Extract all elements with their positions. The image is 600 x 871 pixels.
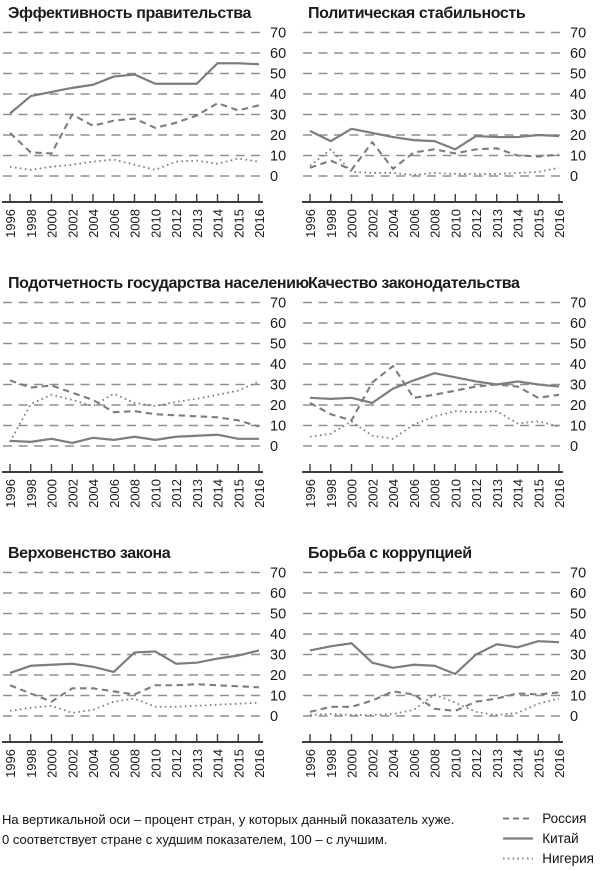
- y-tick-label: 70: [270, 565, 287, 582]
- x-tick-label: 1996: [303, 209, 318, 238]
- solid-line-swatch: [503, 836, 533, 841]
- y-tick-label: 10: [570, 418, 587, 435]
- y-tick-label: 50: [570, 66, 587, 83]
- x-tick-label: 1998: [23, 479, 39, 508]
- legend-label: Нигерия: [542, 851, 594, 866]
- x-tick-label: 2014: [510, 479, 526, 508]
- line-chart: [300, 294, 600, 514]
- x-tick-label: 2002: [365, 479, 381, 508]
- x-tick-label: 1996: [3, 749, 18, 778]
- y-tick-label: 30: [270, 107, 287, 124]
- y-tick-label: 50: [270, 66, 287, 83]
- chart-title: Подотчетность государства населению: [8, 275, 309, 292]
- y-tick-label: 40: [570, 87, 587, 103]
- chart-title: Политическая стабильность: [308, 5, 526, 22]
- series-line-solid: [310, 129, 559, 150]
- x-tick-label: 2016: [552, 209, 567, 238]
- series-line-dotted: [10, 159, 259, 170]
- chart-government-effectiveness: [0, 2, 300, 244]
- legend: [503, 810, 594, 866]
- y-tick-label: 30: [570, 647, 587, 664]
- x-tick-label: 2006: [106, 479, 122, 508]
- x-tick-label: 2000: [44, 209, 60, 238]
- y-tick-label: 0: [270, 709, 279, 725]
- chart-title: Качество законодательства: [308, 275, 520, 292]
- x-tick-label: 2016: [252, 209, 267, 238]
- x-tick-label: 2015: [531, 749, 547, 778]
- y-tick-label: 10: [570, 688, 587, 705]
- x-tick-label: 2013: [489, 209, 505, 238]
- y-tick-label: 20: [270, 668, 287, 684]
- chart-political-stability: [300, 2, 600, 244]
- x-tick-label: 2013: [489, 749, 505, 778]
- y-tick-label: 60: [270, 586, 287, 602]
- x-tick-label: 2008: [427, 209, 443, 238]
- x-tick-label: 2002: [65, 479, 81, 508]
- y-tick-label: 0: [270, 169, 279, 185]
- x-tick-label: 2006: [106, 749, 122, 778]
- x-tick-label: 1998: [323, 749, 339, 778]
- x-tick-label: 2002: [65, 749, 81, 778]
- x-tick-label: 2008: [427, 749, 443, 778]
- x-tick-label: 2010: [148, 749, 164, 778]
- y-tick-label: 10: [270, 688, 287, 705]
- y-tick-label: 40: [270, 357, 287, 373]
- legend-item-nigeria: [503, 851, 594, 866]
- series-line-solid: [10, 63, 259, 113]
- x-tick-label: 2010: [448, 209, 464, 238]
- x-tick-label: 2002: [65, 209, 81, 238]
- x-tick-label: 1998: [323, 209, 339, 238]
- x-tick-label: 1998: [23, 749, 39, 778]
- series-line-dotted: [310, 149, 559, 175]
- chart-title: Верховенство закона: [8, 545, 171, 562]
- x-tick-label: 2015: [531, 209, 547, 238]
- line-chart: [300, 24, 600, 244]
- chart-control-of-corruption: [300, 542, 600, 784]
- x-tick-label: 2000: [344, 479, 360, 508]
- line-chart: [0, 294, 300, 514]
- x-tick-label: 2000: [44, 749, 60, 778]
- x-tick-label: 2002: [365, 749, 381, 778]
- legend-label: Россия: [542, 811, 587, 826]
- line-chart: [0, 24, 300, 244]
- line-chart: [300, 564, 600, 784]
- series-line-dashed: [10, 684, 259, 701]
- series-line-solid: [10, 435, 259, 443]
- x-tick-label: 1996: [303, 749, 318, 778]
- y-tick-label: 60: [270, 316, 287, 332]
- x-tick-label: 2010: [148, 209, 164, 238]
- x-tick-label: 2012: [469, 209, 484, 238]
- x-tick-label: 1996: [3, 479, 18, 508]
- x-tick-label: 2000: [44, 479, 60, 508]
- series-line-solid: [10, 650, 259, 673]
- x-tick-label: 2004: [386, 479, 401, 508]
- chart-voice-accountability: [0, 272, 309, 514]
- x-tick-label: 2016: [252, 749, 267, 778]
- y-tick-label: 70: [270, 25, 287, 42]
- y-tick-label: 40: [570, 357, 587, 373]
- x-tick-label: 2006: [406, 749, 422, 778]
- y-tick-label: 20: [570, 398, 587, 414]
- chart-regulatory-quality: [300, 272, 600, 514]
- x-tick-label: 2006: [406, 209, 422, 238]
- legend-label: Китай: [542, 831, 579, 846]
- x-tick-label: 2015: [531, 479, 547, 508]
- x-tick-label: 2014: [510, 209, 526, 238]
- y-tick-label: 40: [270, 627, 287, 643]
- y-tick-label: 60: [570, 586, 587, 602]
- series-line-dotted: [10, 381, 259, 441]
- chart-title: Борьба с коррупцией: [308, 545, 472, 562]
- x-tick-label: 2006: [106, 209, 122, 238]
- x-tick-label: 2012: [169, 749, 184, 778]
- y-tick-label: 10: [570, 148, 587, 165]
- chart-title: Эффективность правительства: [8, 5, 252, 22]
- y-tick-label: 30: [570, 107, 587, 124]
- x-tick-label: 2014: [510, 749, 526, 778]
- x-tick-label: 2014: [210, 749, 226, 778]
- x-tick-label: 2010: [448, 749, 464, 778]
- x-tick-label: 2004: [86, 209, 101, 238]
- y-tick-label: 60: [570, 316, 587, 332]
- series-line-solid: [310, 373, 559, 403]
- line-chart: [0, 564, 300, 784]
- y-tick-label: 70: [570, 25, 587, 42]
- y-tick-label: 70: [570, 565, 587, 582]
- footnote: [2, 810, 454, 850]
- chart-rule-of-law: [0, 542, 300, 784]
- y-tick-label: 30: [270, 377, 287, 394]
- x-tick-label: 2008: [127, 749, 143, 778]
- x-tick-label: 2012: [169, 479, 184, 508]
- x-tick-label: 2008: [127, 209, 143, 238]
- y-tick-label: 60: [570, 46, 587, 62]
- x-tick-label: 2004: [386, 209, 401, 238]
- legend-item-russia: [503, 811, 594, 826]
- x-tick-label: 2013: [189, 749, 205, 778]
- footnote-line-2: 0 соответствует стране с худшим показателем, 100 – с лучшим.: [2, 832, 388, 847]
- y-tick-label: 70: [570, 295, 587, 312]
- series-line-dashed: [10, 103, 259, 153]
- dashed-line-swatch: [503, 816, 533, 821]
- y-tick-label: 20: [270, 398, 287, 414]
- y-tick-label: 40: [270, 87, 287, 103]
- x-tick-label: 2010: [148, 479, 164, 508]
- y-tick-label: 40: [570, 627, 587, 643]
- y-tick-label: 50: [270, 336, 287, 353]
- x-tick-label: 2013: [189, 209, 205, 238]
- y-tick-label: 60: [270, 46, 287, 62]
- x-tick-label: 2015: [231, 209, 247, 238]
- y-tick-label: 20: [570, 668, 587, 684]
- x-tick-label: 2012: [469, 479, 484, 508]
- dotted-line-swatch: [503, 856, 533, 861]
- x-tick-label: 2015: [231, 479, 247, 508]
- charts-grid: [0, 2, 600, 784]
- x-tick-label: 2010: [448, 479, 464, 508]
- x-tick-label: 2014: [210, 479, 226, 508]
- y-tick-label: 50: [570, 606, 587, 623]
- y-tick-label: 50: [570, 336, 587, 353]
- x-tick-label: 1996: [303, 479, 318, 508]
- x-tick-label: 2008: [127, 479, 143, 508]
- series-line-dotted: [10, 699, 259, 713]
- x-tick-label: 2006: [406, 479, 422, 508]
- y-tick-label: 0: [570, 169, 579, 185]
- y-tick-label: 0: [270, 439, 279, 455]
- x-tick-label: 2000: [344, 209, 360, 238]
- x-tick-label: 2000: [344, 749, 360, 778]
- y-tick-label: 50: [270, 606, 287, 623]
- x-tick-label: 2014: [210, 209, 226, 238]
- y-tick-label: 20: [570, 128, 587, 144]
- x-tick-label: 2013: [489, 479, 505, 508]
- x-tick-label: 2013: [189, 479, 205, 508]
- x-tick-label: 2012: [469, 749, 484, 778]
- y-tick-label: 30: [570, 377, 587, 394]
- legend-item-china: [503, 831, 594, 846]
- x-tick-label: 1996: [3, 209, 18, 238]
- y-tick-label: 30: [270, 647, 287, 664]
- y-tick-label: 10: [270, 418, 287, 435]
- y-tick-label: 20: [270, 128, 287, 144]
- x-tick-label: 2004: [386, 749, 401, 778]
- y-tick-label: 70: [270, 295, 287, 312]
- x-tick-label: 1998: [23, 209, 39, 238]
- x-tick-label: 2016: [552, 479, 567, 508]
- footer: [0, 810, 600, 866]
- x-tick-label: 2016: [252, 479, 267, 508]
- x-tick-label: 1998: [323, 479, 339, 508]
- series-line-solid: [310, 641, 559, 674]
- x-tick-label: 2002: [365, 209, 381, 238]
- x-tick-label: 2008: [427, 479, 443, 508]
- x-tick-label: 2004: [86, 749, 101, 778]
- x-tick-label: 2016: [552, 749, 567, 778]
- x-tick-label: 2015: [231, 749, 247, 778]
- y-tick-label: 0: [570, 439, 579, 455]
- series-line-dotted: [310, 694, 559, 715]
- y-tick-label: 0: [570, 709, 579, 725]
- y-tick-label: 10: [270, 148, 287, 165]
- x-tick-label: 2004: [86, 479, 101, 508]
- footnote-line-1: На вертикальной оси – процент стран, у которых данный показатель хуже.: [2, 812, 455, 827]
- x-tick-label: 2012: [169, 209, 184, 238]
